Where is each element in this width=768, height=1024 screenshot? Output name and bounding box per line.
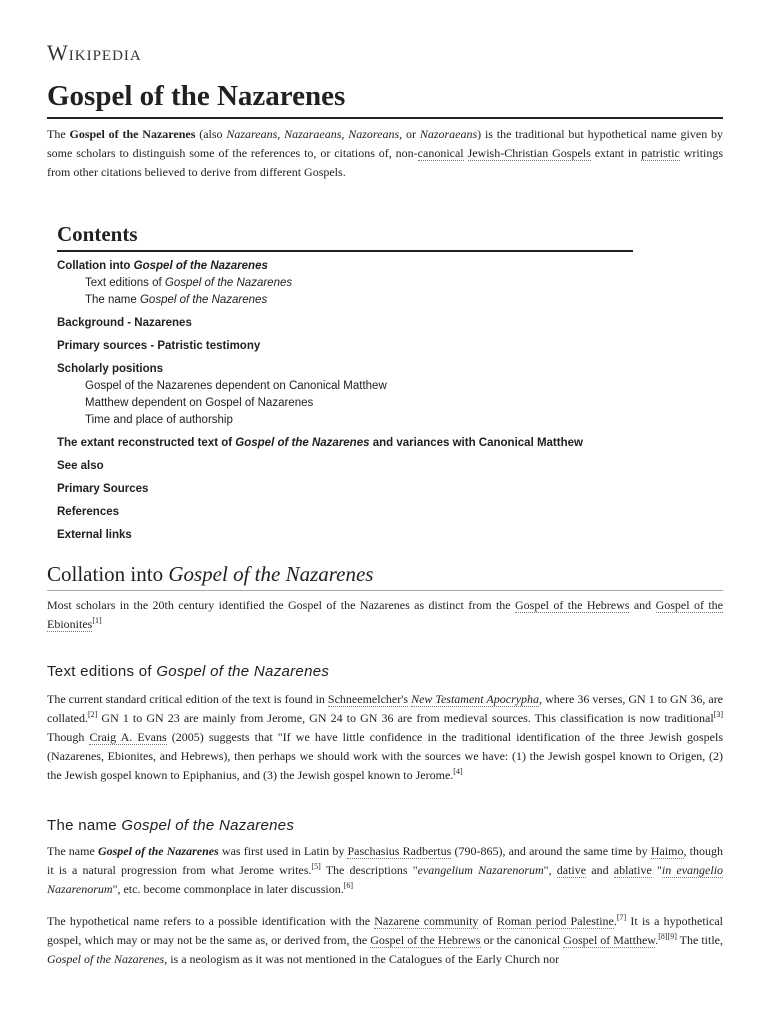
the-name-paragraph-1: The name Gospel of the Nazarenes was first used in Latin by Paschasius Radbertus (790-865), and around the same time by Haimo, though it is a natural progression from what Jerome writes.[5] The descriptions "evangelium Nazarenorum", dative and ablative "in evangelio Nazarenorum", etc. become commonplace in later discussion.[6] — [47, 844, 724, 896]
ref-6[interactable]: [6] — [343, 881, 354, 890]
wikipedia-logo[interactable]: Wikipedia — [47, 40, 142, 65]
collation-paragraph: Most scholars in the 20th century identified the Gospel of the Nazarenes as distinct from the Gospel of the Hebrews and Gospel of the Ebionites[1] — [47, 598, 723, 631]
toc-item-background[interactable]: Background - Nazarenes — [57, 317, 192, 329]
toc-item-references[interactable]: References — [57, 506, 120, 518]
toc-list — [57, 258, 633, 544]
table-of-contents — [57, 220, 633, 544]
intro-paragraph: The Gospel of the Nazarenes (also Nazareans, Nazaraeans, Nazoreans, or Nazoraeans) is the traditional but hypothetical name given by some scholars to distinguish some of the references to, or citations of, non-canonical Jewish-Christian Gospels extant in patristic writings from other citations believed to derive from different Gospels. — [47, 127, 724, 179]
toc-item-matthew-dependent[interactable]: Matthew dependent on Gospel of Nazarenes — [85, 397, 314, 409]
link-nazarene-community[interactable]: Nazarene community — [374, 914, 479, 928]
toc-item-scholarly-positions[interactable]: Scholarly positions — [57, 363, 164, 375]
link-roman-period-palestine[interactable]: Roman period Palestine — [496, 914, 614, 928]
link-gospel-of-the-hebrews-2[interactable]: Gospel of the Hebrews — [370, 933, 481, 947]
ref-5[interactable]: [5] — [311, 862, 321, 871]
toc-title: Contents — [57, 220, 633, 252]
ref-4[interactable]: [4] — [453, 767, 463, 776]
link-gospel-of-matthew[interactable]: Gospel of Matthew — [563, 933, 656, 947]
toc-item-time-place[interactable]: Time and place of authorship — [85, 414, 233, 426]
subsection-heading-text-editions: Text editions of Gospel of the Nazarenes — [47, 663, 330, 680]
toc-item-dependent-on-matthew[interactable]: Gospel of the Nazarenes dependent on Canonical Matthew — [85, 380, 387, 392]
link-paschasius-radbertus[interactable]: Paschasius Radbertus — [347, 844, 452, 858]
link-new-testament-apocrypha[interactable]: New Testament Apocrypha — [411, 692, 540, 706]
toc-item-see-also[interactable]: See also — [57, 460, 104, 472]
text-editions-paragraph: The current standard critical edition of the text is found in Schneemelcher's New Testament Apocrypha, where 36 verses, GN 1 to GN 36, are collated.[2] GN 1 to GN 23 are mainly from Jerome, GN 24 to GN 36 are from medieval sources. This classification is now traditional[3] Though Craig A. Evans (2005) suggests that "If we have little confidence in the traditional identification of the three Jewish gospels (Nazarenes, Ebionites, and Hebrews), then perhaps we should work with the sources we have: (1) the Jewish gospel known to Origen, (2) the Jewish gospel known to Epiphanius, and (3) the Jewish gospel known to Jerome.[4] — [47, 692, 724, 782]
link-schneemelcher[interactable]: Schneemelcher's — [327, 692, 409, 706]
link-ablative[interactable]: ablative — [613, 863, 652, 877]
link-canonical[interactable]: canonical — [417, 146, 464, 160]
link-dative[interactable]: dative — [556, 863, 587, 877]
link-patristic[interactable]: patristic — [641, 146, 680, 160]
toc-item-collation[interactable]: Collation into Gospel of the Nazarenes — [57, 260, 268, 272]
the-name-paragraph-2: The hypothetical name refers to a possible identification with the Nazarene community of Roman period Palestine.[7] It is a hypothetical gospel, which may or may not be the same as, or derived from, the Gospel of the Hebrews or the canonical Gospel of Matthew.[8][9] The title, Gospel of the Nazarenes, is a neologism as it was not mentioned in the Catalogues of the Early Church nor — [47, 913, 723, 966]
link-jewish-christian-gospels[interactable]: Jewish-Christian Gospels — [467, 146, 591, 160]
toc-item-text-editions[interactable]: Text editions of Gospel of the Nazarenes — [85, 277, 293, 289]
link-in-evangelio[interactable]: in evangelio — [661, 863, 724, 877]
section-heading-collation: Collation into Gospel of the Nazarenes — [47, 560, 723, 591]
ref-8[interactable]: [8] — [658, 932, 668, 941]
ref-7[interactable]: [7] — [616, 913, 627, 922]
link-craig-evans[interactable]: Craig A. Evans — [89, 730, 167, 744]
toc-item-the-name[interactable]: The name Gospel of the Nazarenes — [85, 294, 268, 306]
toc-item-primary-sources[interactable]: Primary Sources — [57, 483, 149, 495]
ref-9[interactable]: [9] — [667, 932, 677, 941]
toc-item-primary-sources-patristic[interactable]: Primary sources - Patristic testimony — [57, 340, 261, 352]
toc-item-extant-text[interactable]: The extant reconstructed text of Gospel of the Nazarenes and variances with Canonical Matthew — [57, 437, 583, 449]
page-title: Gospel of the Nazarenes — [47, 78, 723, 119]
ref-1[interactable]: [1] — [92, 616, 102, 625]
link-gospel-of-the-ebionites[interactable]: Gospel of the Ebionites — [47, 598, 723, 631]
link-gospel-of-the-hebrews[interactable]: Gospel of the Hebrews — [515, 598, 630, 612]
ref-2[interactable]: [2] — [87, 710, 98, 719]
toc-item-external-links[interactable]: External links — [57, 529, 132, 541]
subsection-heading-the-name: The name Gospel of the Nazarenes — [47, 817, 295, 834]
link-haimo[interactable]: Haimo — [650, 844, 684, 858]
ref-3[interactable]: [3] — [713, 710, 723, 719]
